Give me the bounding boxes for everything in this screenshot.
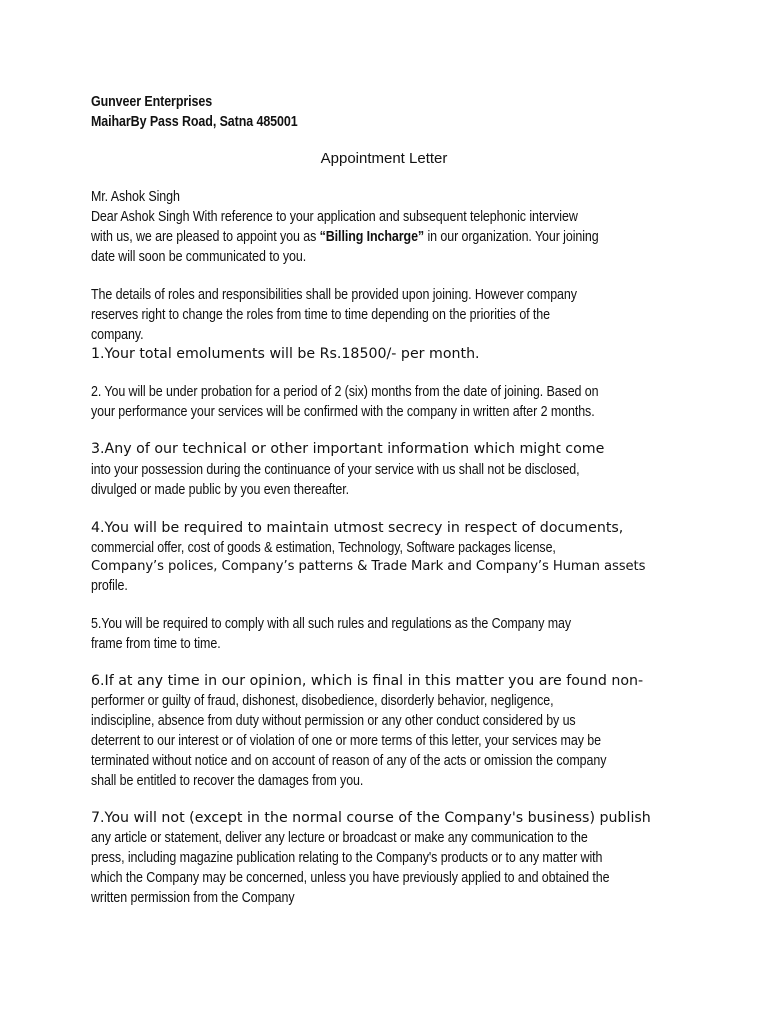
clause-7-line-4: which the Company may be concerned, unless you have previously applied to and obtained the bbox=[91, 870, 610, 886]
intro-line-3: date will soon be communicated to you. bbox=[91, 249, 307, 265]
clause-4-line-4: profile. bbox=[91, 578, 128, 594]
details-line-2: reserves right to change the roles from time to time depending on the priorities of the bbox=[91, 307, 551, 323]
clause-5-line-2: frame from time to time. bbox=[91, 636, 221, 652]
clause-2-line-2: your performance your services will be confirmed with the company in written after 2 months. bbox=[91, 404, 595, 420]
clause-1-line-1: 1.Your total emoluments will be Rs.18500/- per month. bbox=[91, 346, 480, 362]
clause-4-line-2: commercial offer, cost of goods & estimation, Technology, Software packages license, bbox=[91, 540, 556, 556]
intro-text-pre: with us, we are pleased to appoint you as bbox=[91, 229, 320, 245]
clause-7-line-1: 7.You will not (except in the normal course of the Company's business) publish bbox=[91, 810, 651, 826]
clause-3-line-1: 3.Any of our technical or other important information which might come bbox=[91, 441, 605, 457]
clause-6-line-2: performer or guilty of fraud, dishonest, disobedience, disorderly behavior, negligence, bbox=[91, 693, 554, 709]
company-address: MaiharBy Pass Road, Satna 485001 bbox=[91, 114, 298, 130]
clause-7-line-3: press, including magazine publication relating to the Company's products or to any matter with bbox=[91, 850, 603, 866]
clause-6-line-6: shall be entitled to recover the damages from you. bbox=[91, 773, 364, 789]
clause-2-line-1: 2. You will be under probation for a period of 2 (six) months from the date of joining. Based on bbox=[91, 384, 599, 400]
clause-6-line-5: terminated without notice and on account of reason of any of the acts or omission the company bbox=[91, 753, 607, 769]
intro-line-2 bbox=[91, 227, 599, 247]
clause-7-line-2: any article or statement, deliver any lecture or broadcast or make any communication to the bbox=[91, 830, 588, 846]
clause-3-line-3: divulged or made public by you even thereafter. bbox=[91, 482, 349, 498]
clause-3-line-2: into your possession during the continuance of your service with us shall not be disclosed, bbox=[91, 462, 580, 478]
details-line-1: The details of roles and responsibilities shall be provided upon joining. However company bbox=[91, 287, 577, 303]
position-title: “Billing Incharge” bbox=[319, 229, 425, 245]
clause-7-line-5: written permission from the Company bbox=[91, 890, 295, 906]
clause-4-line-3: Company’s polices, Company’s patterns & Trade Mark and Company’s Human assets bbox=[91, 559, 646, 574]
dear-line: Dear Ashok Singh With reference to your application and subsequent telephonic interview bbox=[91, 209, 578, 225]
details-line-3: company. bbox=[91, 327, 144, 343]
intro-text-post: in our organization. Your joining bbox=[424, 229, 599, 245]
clause-6-line-4: deterrent to our interest or of violation of one or more terms of this letter, your services may be bbox=[91, 733, 601, 749]
addressee: Mr. Ashok Singh bbox=[91, 189, 180, 205]
clause-6-line-3: indiscipline, absence from duty without permission or any other conduct considered by us bbox=[91, 713, 576, 729]
company-name: Gunveer Enterprises bbox=[91, 94, 213, 110]
clause-5-line-1: 5.You will be required to comply with all such rules and regulations as the Company may bbox=[91, 616, 572, 632]
letter-title: Appointment Letter bbox=[320, 150, 448, 167]
clause-4-line-1: 4.You will be required to maintain utmost secrecy in respect of documents, bbox=[91, 520, 624, 536]
clause-6-line-1: 6.If at any time in our opinion, which is final in this matter you are found non- bbox=[91, 673, 644, 689]
